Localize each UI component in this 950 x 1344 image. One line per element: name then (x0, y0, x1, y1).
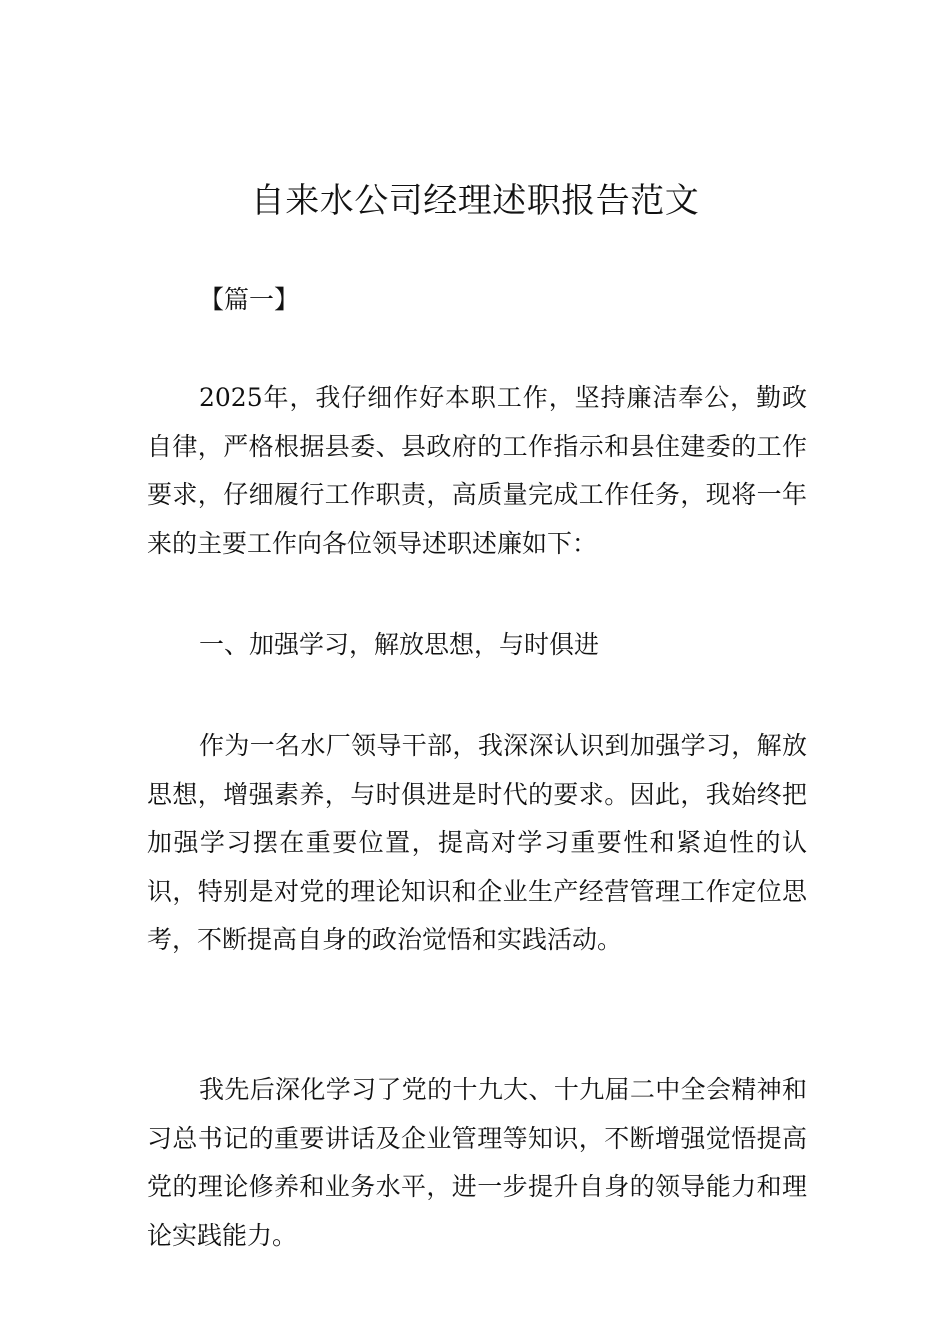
section-heading-study: 一、加强学习，解放思想，与时俱进 (199, 630, 600, 659)
section-label: 【篇一】 (199, 285, 300, 314)
paragraph-intro: 2025年，我仔细作好本职工作，坚持廉洁奉公，勤政自律，严格根据县委、县政府的工作指示和县住建委的工作要求，仔细履行工作职责，高质量完成工作任务，现将一年来的主要工作向各位领导述职述廉如下： (147, 383, 807, 558)
document-title: 自来水公司经理述职报告范文 (250, 181, 700, 221)
paragraph-study-importance: 作为一名水厂领导干部，我深深认识到加强学习，解放思想，增强素养，与时俱进是时代的要求。因此，我始终把加强学习摆在重要位置，提高对学习重要性和紧迫性的认识，特别是对党的理论知识和企业生产经营管理工作定位思考，不断提高自身的政治觉悟和实践活动。 (147, 731, 807, 954)
paragraph-study-content: 我先后深化学习了党的十九大、十九届二中全会精神和习总书记的重要讲话及企业管理等知识，不断增强觉悟提高党的理论修养和业务水平，进一步提升自身的领导能力和理论实践能力。 (147, 1075, 807, 1250)
